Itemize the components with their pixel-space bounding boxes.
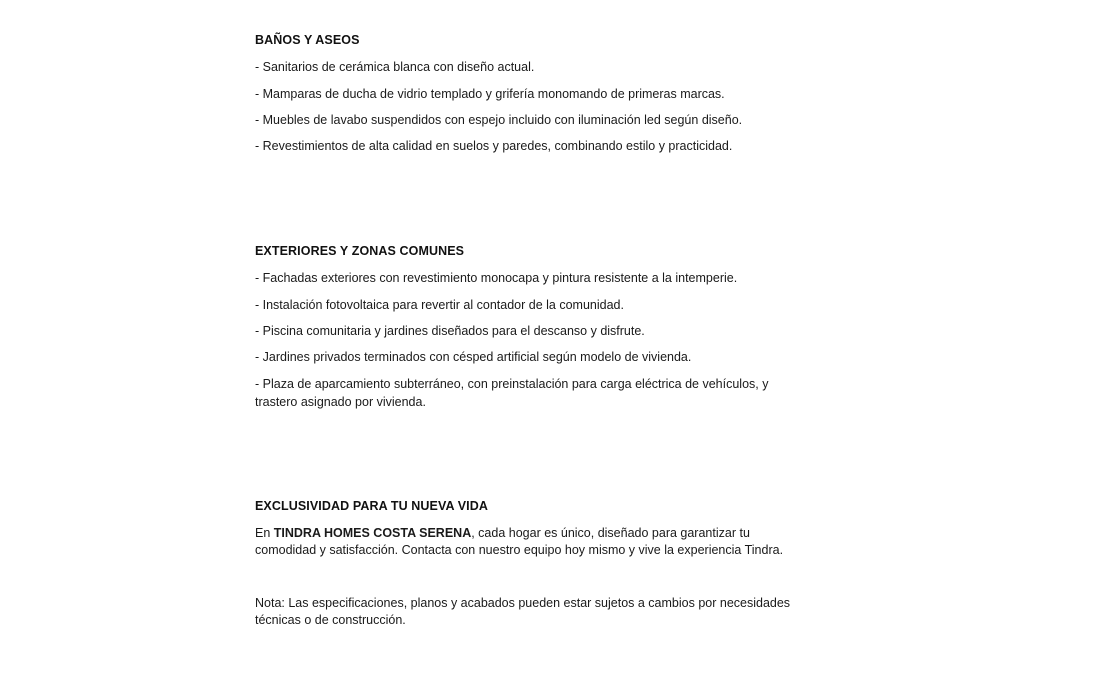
list-item: - Plaza de aparcamiento subterráneo, con preinstalación para carga eléctrica de vehículos, y — [255, 377, 769, 391]
brand-name: TINDRA HOMES COSTA SERENA — [273, 526, 472, 540]
section-title-exclusividad: EXCLUSIVIDAD PARA TU NUEVA VIDA — [255, 499, 488, 513]
list-item: - Muebles de lavabo suspendidos con espejo incluido con iluminación led según diseño. — [255, 113, 743, 127]
note-text: técnicas o de construcción. — [255, 613, 406, 627]
section-title-banos: BAÑOS Y ASEOS — [255, 33, 360, 47]
section-title-exteriores: EXTERIORES Y ZONAS COMUNES — [255, 244, 465, 258]
intro-paragraph-line: comodidad y satisfacción. Contacta con nuestro equipo hoy mismo y vive la experiencia Tindra. — [255, 543, 784, 557]
intro-prefix: En — [255, 526, 274, 540]
list-item: - Piscina comunitaria y jardines diseñados para el descanso y disfrute. — [255, 324, 645, 338]
list-item: - Mamparas de ducha de vidrio templado y grifería monomando de primeras marcas. — [255, 87, 725, 101]
list-item: - Revestimientos de alta calidad en suelos y paredes, combinando estilo y practicidad. — [255, 139, 733, 153]
intro-paragraph-line — [255, 525, 750, 543]
list-item: - Sanitarios de cerámica blanca con diseño actual. — [255, 60, 535, 74]
list-item: - Jardines privados terminados con césped artificial según modelo de vivienda. — [255, 350, 692, 364]
intro-text: , cada hogar es único, diseñado para garantizar tu — [471, 526, 750, 540]
list-item-continuation: trastero asignado por vivienda. — [255, 395, 426, 409]
list-item: - Instalación fotovoltaica para revertir al contador de la comunidad. — [255, 298, 624, 312]
note-text: Nota: Las especificaciones, planos y acabados pueden estar sujetos a cambios por necesidades — [255, 596, 791, 610]
list-item: - Fachadas exteriores con revestimiento monocapa y pintura resistente a la intemperie. — [255, 271, 738, 285]
